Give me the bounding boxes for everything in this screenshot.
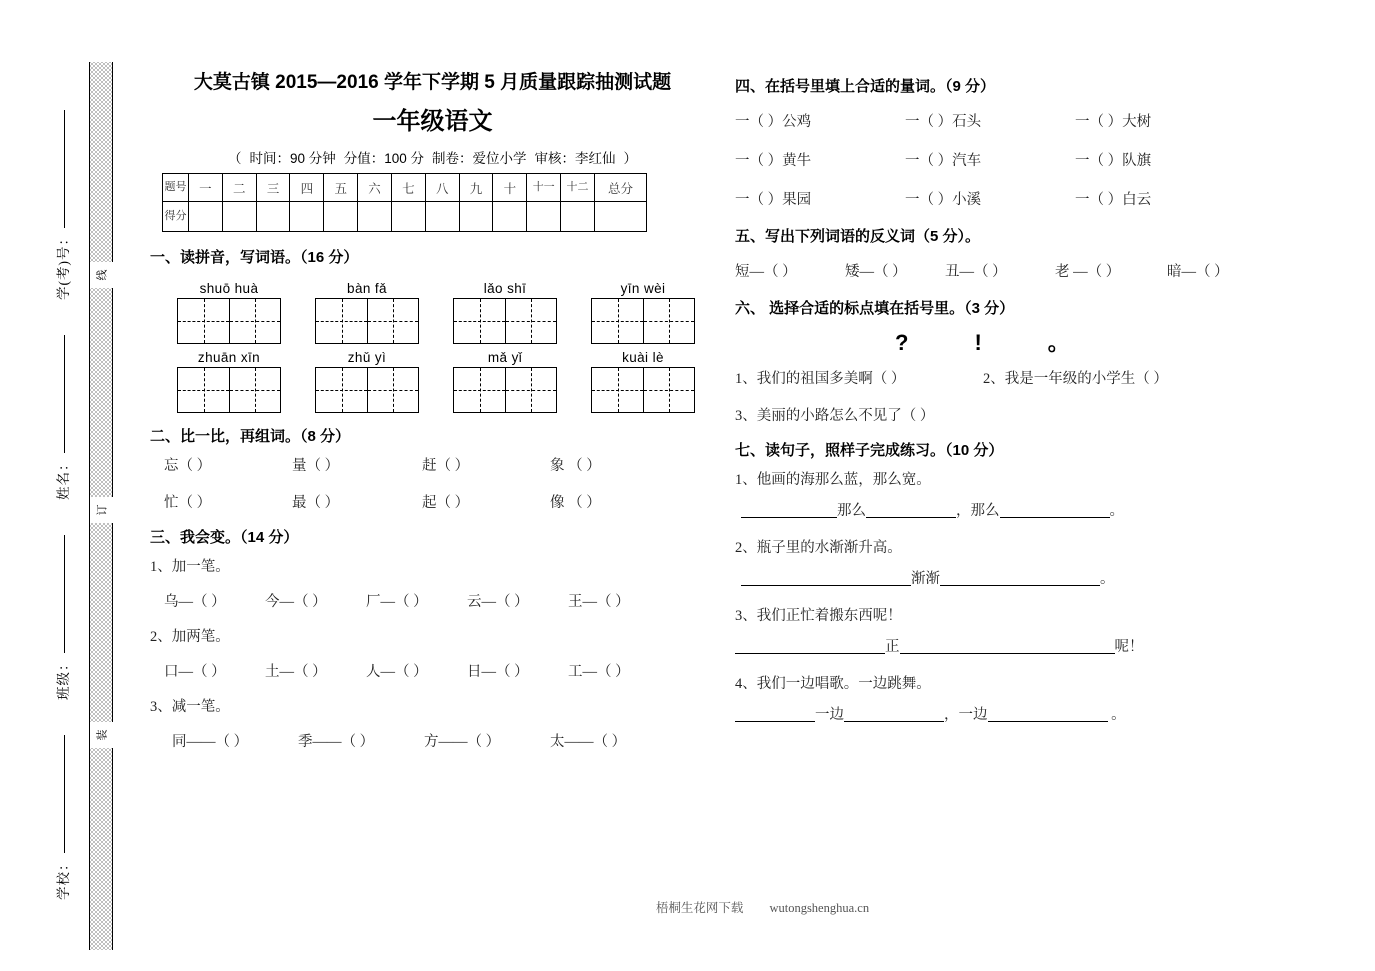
footer-watermark [150,898,1375,916]
score-cell-4[interactable] [290,202,324,232]
s5-item-duan[interactable]: 短—（ ） [735,264,797,280]
pinyin-cell-7 [436,350,574,413]
punct-period[interactable]: 。 [1047,330,1070,355]
meta-author: 制卷：爱位小学 [432,151,527,166]
s6-row-2 [735,404,1325,425]
pinyin-text-yinwei: yīn wèi [620,281,666,296]
pinyin-text-zhuyi: zhǔ yì [347,350,387,365]
sidebar-field-student-id [52,110,72,300]
pinyin-cell-4 [574,281,712,344]
s7-keyword-3a: 正 [885,639,900,655]
score-table-col-10: 十 [493,174,527,202]
s2-item-xiang[interactable]: 象 （ ） [550,458,601,474]
s4-item-baiyun[interactable]: 一（ ）白云 [1075,192,1152,208]
score-table-col-8: 八 [425,174,459,202]
s7-prompt-1: 1、他画的海那么蓝，那么宽。 [735,472,931,488]
s4-item-huangniu[interactable]: 一（ ）黄牛 [735,153,812,169]
s7-end-4: 。 [1107,707,1126,723]
s3-sub-2: 2、加两笔。 [150,629,230,645]
s7-answer-4 [735,703,1325,724]
score-table-col-12: 十二 [561,174,595,202]
s7-answer-3 [735,635,1325,656]
binding-char-zhuang: 装 [90,722,114,748]
s3-item-ri[interactable]: 日—（ ） [467,664,529,680]
s3-sub-3: 3、减一笔。 [150,699,230,715]
tianzige-banfa[interactable] [315,298,419,344]
s2-item-mang[interactable]: 忙（ ） [164,495,212,511]
score-table [162,173,647,232]
s4-row-3 [735,188,1325,209]
s2-item-qi[interactable]: 起（ ） [422,495,470,511]
binding-sidebar [0,0,150,971]
binding-char-ding: 订 [90,497,114,523]
sidebar-field-school-label: 学校： [56,856,71,900]
punctuation-choices [735,326,1325,357]
score-cell-7[interactable] [391,202,425,232]
s4-row-2 [735,149,1325,170]
score-table-col-5: 五 [324,174,358,202]
punct-question-mark[interactable]: ? [895,330,909,355]
score-cell-8[interactable] [425,202,459,232]
pinyin-row-1 [160,281,715,344]
table-row-question-numbers [163,174,647,202]
score-cell-10[interactable] [493,202,527,232]
s7-blank-4c[interactable] [988,721,1108,722]
s3-item-wu[interactable]: 乌—（ ） [164,594,226,610]
score-table-label-score: 得分 [163,202,189,232]
sidebar-field-student-id-rule[interactable] [64,110,65,228]
pinyin-text-laoshi: lǎo shī [483,281,527,296]
score-table-col-2: 二 [222,174,256,202]
tianzige-kuaile[interactable] [591,367,695,413]
page-subtitle: 一年级语文 [372,108,493,135]
s7-blank-4b[interactable] [844,721,944,722]
s7-keyword-4b: ，一边 [944,707,988,723]
tianzige-mayi[interactable] [453,367,557,413]
s3-item-ren[interactable]: 人—（ ） [366,664,428,680]
section-heading-7: 七、读句子，照样子完成练习。（10 分） [735,442,1004,459]
s5-row [735,260,1325,281]
s3-item-tu[interactable]: 土—（ ） [265,664,327,680]
s4-item-qiche[interactable]: 一（ ）汽车 [905,153,982,169]
score-cell-9[interactable] [459,202,493,232]
s7-end-3: 呢！ [1114,639,1144,655]
s3-item-kou[interactable]: 口—（ ） [164,664,226,680]
sidebar-field-class [52,536,72,701]
s7-answer-2 [735,567,1325,588]
s7-blank-1a[interactable] [741,517,837,518]
s7-blank-4a[interactable] [735,721,815,722]
score-cell-5[interactable] [324,202,358,232]
s5-item-an[interactable]: 暗—（ ） [1167,264,1229,280]
pinyin-text-shuohua: shuō huà [199,281,259,296]
s7-blank-2b[interactable] [940,585,1100,586]
pinyin-cell-1 [160,281,298,344]
score-table-col-1: 一 [189,174,223,202]
tianzige-laoshi[interactable] [453,298,557,344]
sidebar-field-class-label: 班级： [56,656,71,700]
score-table-col-6: 六 [358,174,392,202]
section-heading-6: 六、 选择合适的标点填在括号里。（3 分） [735,300,1015,317]
score-table-col-9: 九 [459,174,493,202]
s7-answer-1 [735,499,1325,520]
pinyin-cell-6 [298,350,436,413]
score-cell-2[interactable] [222,202,256,232]
score-cell-12[interactable] [561,202,595,232]
meta-open-paren: （ [227,151,242,166]
s2-item-xiang2[interactable]: 像 （ ） [550,495,601,511]
s4-row-1 [735,110,1325,131]
tianzige-shuohua[interactable] [177,298,281,344]
s7-keyword-2a: 渐渐 [911,571,940,587]
pinyin-cell-8 [574,350,712,413]
s7-prompt-4: 4、我们一边唱歌。一边跳舞。 [735,676,931,692]
s2-row-2 [150,491,715,512]
s2-item-zui[interactable]: 最（ ） [292,495,340,511]
section-heading-5: 五、写出下列词语的反义词（5 分）。 [735,228,981,245]
s7-end-1: 。 [1109,503,1124,519]
pinyin-text-banfa: bàn fǎ [347,281,387,296]
s7-prompt-3: 3、我们正忙着搬东西呢！ [735,608,902,624]
score-cell-1[interactable] [189,202,223,232]
s6-item-1[interactable]: 1、我们的祖国多美啊（ ） [735,371,906,387]
sidebar-field-name-rule[interactable] [64,336,65,454]
s7-blank-3b[interactable] [900,653,1115,654]
pinyin-text-mayi: mǎ yǐ [487,350,523,365]
sidebar-field-name-label: 姓名： [56,456,71,500]
s7-blank-2a[interactable] [741,585,911,586]
score-cell-11[interactable] [527,202,561,232]
section-heading-3: 三、我会变。（14 分） [150,529,299,546]
s3-sub-1: 1、加一笔。 [150,559,230,575]
tianzige-zhuanxin[interactable] [177,367,281,413]
s5-item-ai[interactable]: 矮—（ ） [845,264,907,280]
sidebar-field-class-rule[interactable] [64,536,65,654]
s7-end-2: 。 [1100,571,1115,587]
tianzige-yinwei[interactable] [591,298,695,344]
binding-strip [89,62,113,950]
meta-reviewer: 审核：李红仙 [534,151,616,166]
s3-row-3 [150,730,715,751]
score-cell-6[interactable] [358,202,392,232]
s7-blank-1b[interactable] [866,517,956,518]
table-row-scores [163,202,647,232]
pinyin-row-2 [160,350,715,413]
meta-close-paren: ） [623,151,638,166]
s3-item-tong[interactable]: 同——（ ） [172,734,249,750]
s4-item-xiaoxi[interactable]: 一（ ）小溪 [905,192,982,208]
s3-item-fang[interactable]: 方——（ ） [424,734,501,750]
score-table-col-total: 总分 [595,174,647,202]
sidebar-field-school [52,736,72,901]
s4-item-dashu[interactable]: 一（ ）大树 [1075,114,1152,130]
score-table-col-11: 十一 [527,174,561,202]
s3-item-tai[interactable]: 太——（ ） [550,734,627,750]
s3-item-yun[interactable]: 云—（ ） [467,594,529,610]
s3-row-2 [150,660,715,681]
sidebar-field-school-rule[interactable] [64,736,65,854]
s7-prompt-2: 2、瓶子里的水渐渐升高。 [735,540,902,556]
s7-blank-1c[interactable] [1000,517,1110,518]
pinyin-text-kuaile: kuài lè [622,350,664,365]
s4-item-shitou[interactable]: 一（ ）石头 [905,114,982,130]
s2-item-gan[interactable]: 赶（ ） [422,458,470,474]
pinyin-text-zhuanxin: zhuān xīn [197,350,261,365]
section-heading-4: 四、在括号里填上合适的量词。（9 分） [735,78,996,95]
s2-item-liang[interactable]: 量（ ） [292,458,340,474]
s4-item-guoyuan[interactable]: 一（ ）果园 [735,192,812,208]
s3-row-1 [150,590,715,611]
s6-row-1 [735,367,1325,388]
score-cell-total[interactable] [595,202,647,232]
s5-item-chou[interactable]: 丑—（ ） [945,264,1007,280]
s6-item-3[interactable]: 3、美丽的小路怎么不见了（ ） [735,408,935,424]
left-column [150,0,715,765]
s2-row-1 [150,454,715,475]
score-table-col-7: 七 [391,174,425,202]
footer-site-url: wutongshenghua.cn [769,901,870,915]
s7-keyword-4a: 一边 [815,707,844,723]
meta-duration: 时间：90 分钟 [249,151,336,166]
exam-page [150,0,1375,971]
s5-item-lao[interactable]: 老 —（ ） [1055,264,1121,280]
right-column [735,0,1325,738]
s4-item-duiqi[interactable]: 一（ ）队旗 [1075,153,1152,169]
section-heading-1: 一、读拼音，写词语。（16 分） [150,249,359,266]
score-table-label-question: 题号 [163,174,189,202]
s3-item-ji[interactable]: 季——（ ） [298,734,375,750]
s7-keyword-1b: ，那么 [956,503,1000,519]
meta-total-score: 分值：100 分 [343,151,425,166]
score-table-col-4: 四 [290,174,324,202]
page-title: 大莫古镇 2015—2016 学年下学期 5 月质量跟踪抽测试题 [193,72,672,93]
score-table-col-3: 三 [256,174,290,202]
s7-blank-3a[interactable] [735,653,885,654]
s2-item-wang[interactable]: 忘（ ） [164,458,212,474]
s3-item-gong[interactable]: 工—（ ） [568,664,630,680]
pinyin-cell-2 [298,281,436,344]
footer-site-name: 梧桐生花网下载 [655,901,744,915]
pinyin-cell-3 [436,281,574,344]
sidebar-field-name [52,336,72,501]
s3-item-jin[interactable]: 今—（ ） [265,594,327,610]
pinyin-cell-5 [160,350,298,413]
s3-item-chang[interactable]: 厂—（ ） [366,594,428,610]
s3-item-wang[interactable]: 王—（ ） [568,594,630,610]
exam-meta [150,147,715,167]
s7-keyword-1a: 那么 [837,503,866,519]
section-heading-2: 二、比一比，再组词。（8 分） [150,428,351,445]
score-cell-3[interactable] [256,202,290,232]
tianzige-zhuyi[interactable] [315,367,419,413]
binding-char-xian: 线 [90,262,114,288]
s4-item-gongji[interactable]: 一（ ）公鸡 [735,114,812,130]
punct-exclamation-mark[interactable]: ! [974,330,982,355]
sidebar-field-student-id-label: 学(考)号： [56,231,71,300]
s6-item-2[interactable]: 2、我是一年级的小学生（ ） [983,371,1168,387]
